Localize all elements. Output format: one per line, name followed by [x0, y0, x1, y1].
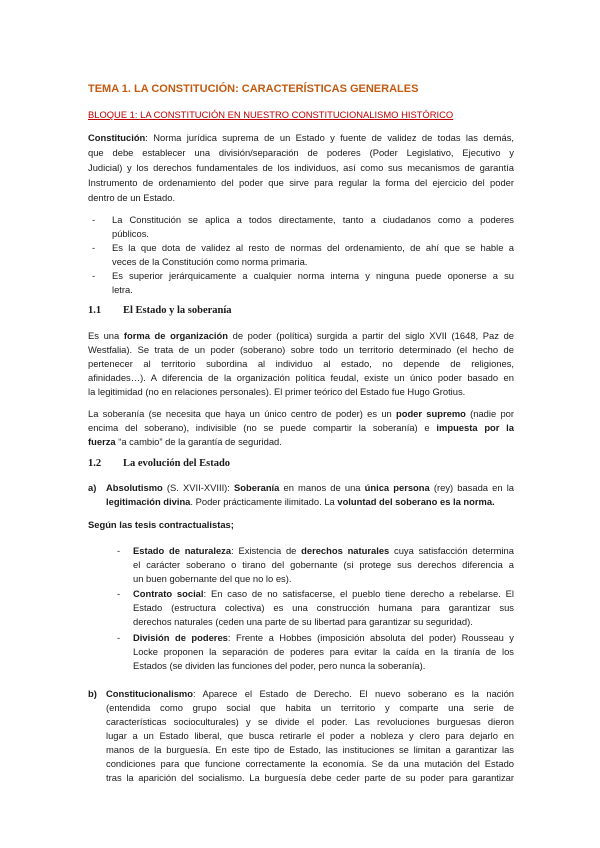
- bullet-line: letra.: [112, 284, 133, 295]
- intro-line: Instrumento de ordenamiento del poder que sirve para regular la forma del ejercicio del poder: [88, 177, 514, 188]
- list-marker: a): [88, 482, 97, 493]
- section-heading: La evolución del Estado: [123, 458, 231, 469]
- intro-term: Constitución: [88, 132, 146, 143]
- paragraph-line: condiciones para que funcione correctamente la economía. Se da una mutación del Estado: [106, 758, 514, 769]
- section-heading: El Estado y la soberanía: [123, 305, 232, 316]
- paragraph-line: tras la aparición del socialismo. La burguesía debe ceder parte de su poder para garantizar: [106, 772, 514, 783]
- bullet-line: Estados (se dividen las funciones del poder, pero nunca la soberanía).: [133, 660, 426, 671]
- page-subtitle: BLOQUE 1: LA CONSTITUCIÓN EN NUESTRO CONSTITUCIONALISMO HISTÓRICO: [88, 109, 454, 120]
- bullet-dash: -: [92, 242, 96, 253]
- list-marker: b): [88, 688, 97, 699]
- subheading: Según las tesis contractualistas;: [88, 519, 234, 530]
- bullet-line: el carácter soberano o tirano del gobernante (si protege sus derechos diferencia a: [133, 559, 514, 570]
- bullet-line: derechos naturales (ceden una parte de su libertad para garantizar su seguridad).: [133, 616, 473, 627]
- intro-line: que debe establecer una división/separación de poderes (Poder Legislativo, Ejecutivo y: [88, 147, 514, 158]
- bullet-line: Es la que dota de validez al resto de normas del ordenamiento, de ahí que se hable a: [112, 242, 514, 253]
- paragraph-line: lugar a un Estado liberal, que busca retirarle el poder a nobleza y clero para dejarlo en: [106, 730, 514, 741]
- paragraph-line: pertenecer al territorio subordina al individuo al estado, no depende de religiones,: [88, 358, 514, 369]
- bullet-line: Locke proponen la separación de poderes para evitar la caída en la tiranía de los: [133, 646, 514, 657]
- bullet-line: Es superior jerárquicamente a cualquier norma interna y ninguna puede oponerse a su: [112, 270, 514, 281]
- paragraph-line: Constitucionalismo: Aparece el Estado de Derecho. El nuevo soberano es la nación: [106, 688, 514, 699]
- paragraph-line: Es una forma de organización de poder (política) surgida a partir del siglo XVII (1648, Paz de: [88, 330, 514, 341]
- paragraph-line: fuerza “a cambio” de la garantía de seguridad.: [88, 436, 282, 447]
- section-number: 1.1: [88, 305, 102, 316]
- paragraph-line: características socioculturales) y se divide el poder. Las revoluciones burguesas dieron: [106, 716, 514, 727]
- intro-line: dentro de un Estado.: [88, 192, 176, 203]
- bullet-line: La Constitución se aplica a todos directamente, tanto a ciudadanos como a poderes: [112, 214, 514, 225]
- paragraph-line: (entendida como grupo social que habita un territorio y comparte una serie de: [106, 702, 514, 713]
- bullet-line: Estado de naturaleza: Existencia de derechos naturales cuya satisfacción determina: [133, 545, 514, 556]
- intro-line: Constitución: Norma jurídica suprema de un Estado y fuente de validez de todas las demás,: [88, 132, 514, 143]
- bullet-dash: -: [92, 214, 96, 225]
- paragraph-line: La soberanía (se necesita que haya un único centro de poder) es un poder supremo (nadie por: [88, 408, 514, 419]
- paragraph-line: Westfalia). Se trata de un poder (soberano) sobre todo un territorio determinado (el hecho de: [88, 344, 514, 355]
- bullet-line: Contrato social: En caso de no satisfacerse, el pueblo tiene derecho a rebelarse. El: [133, 588, 514, 599]
- intro-line: Judicial) y los derechos fundamentales de los individuos, así como sus mecanismos de garantía: [88, 162, 514, 173]
- bullet-line: Estado (estructura colectiva) es una construcción humana para garantizar sus: [133, 602, 514, 613]
- bullet-dash: -: [117, 545, 121, 556]
- bullet-line: un buen gobernante del que no lo es).: [133, 573, 292, 584]
- bullet-dash: -: [117, 632, 121, 643]
- paragraph-line: la legitimidad (no en relaciones personales). El primer teórico del Estado fue Hugo Grotius.: [88, 386, 466, 397]
- page-title: TEMA 1. LA CONSTITUCIÓN: CARACTERÍSTICAS GENERALES: [88, 83, 419, 95]
- bullet-line: veces de la Constitución como norma primaria.: [112, 256, 308, 267]
- paragraph-line: afinidades…). A diferencia de la organización política feudal, existe un único poder basado en: [88, 372, 514, 383]
- bullet-line: públicos.: [112, 228, 150, 239]
- paragraph-line: manos de la burguesía. En este tipo de Estado, las instituciones se limitan a garantizar las: [106, 744, 514, 755]
- paragraph-line: legitimación divina. Poder prácticamente ilimitado. La voluntad del soberano es la norma.: [106, 496, 495, 507]
- bullet-dash: -: [117, 588, 121, 599]
- section-number: 1.2: [88, 458, 102, 469]
- paragraph-line: encima del soberano), indivisible (no se puede compartir la soberanía) e impuesta por la: [88, 422, 514, 433]
- bullet-dash: -: [92, 270, 96, 281]
- paragraph-line: Absolutismo (S. XVII-XVIII): Soberanía en manos de una única persona (rey) basada en la: [106, 482, 514, 493]
- bullet-line: División de poderes: Frente a Hobbes (imposición absoluta del poder) Rousseau y: [133, 632, 514, 643]
